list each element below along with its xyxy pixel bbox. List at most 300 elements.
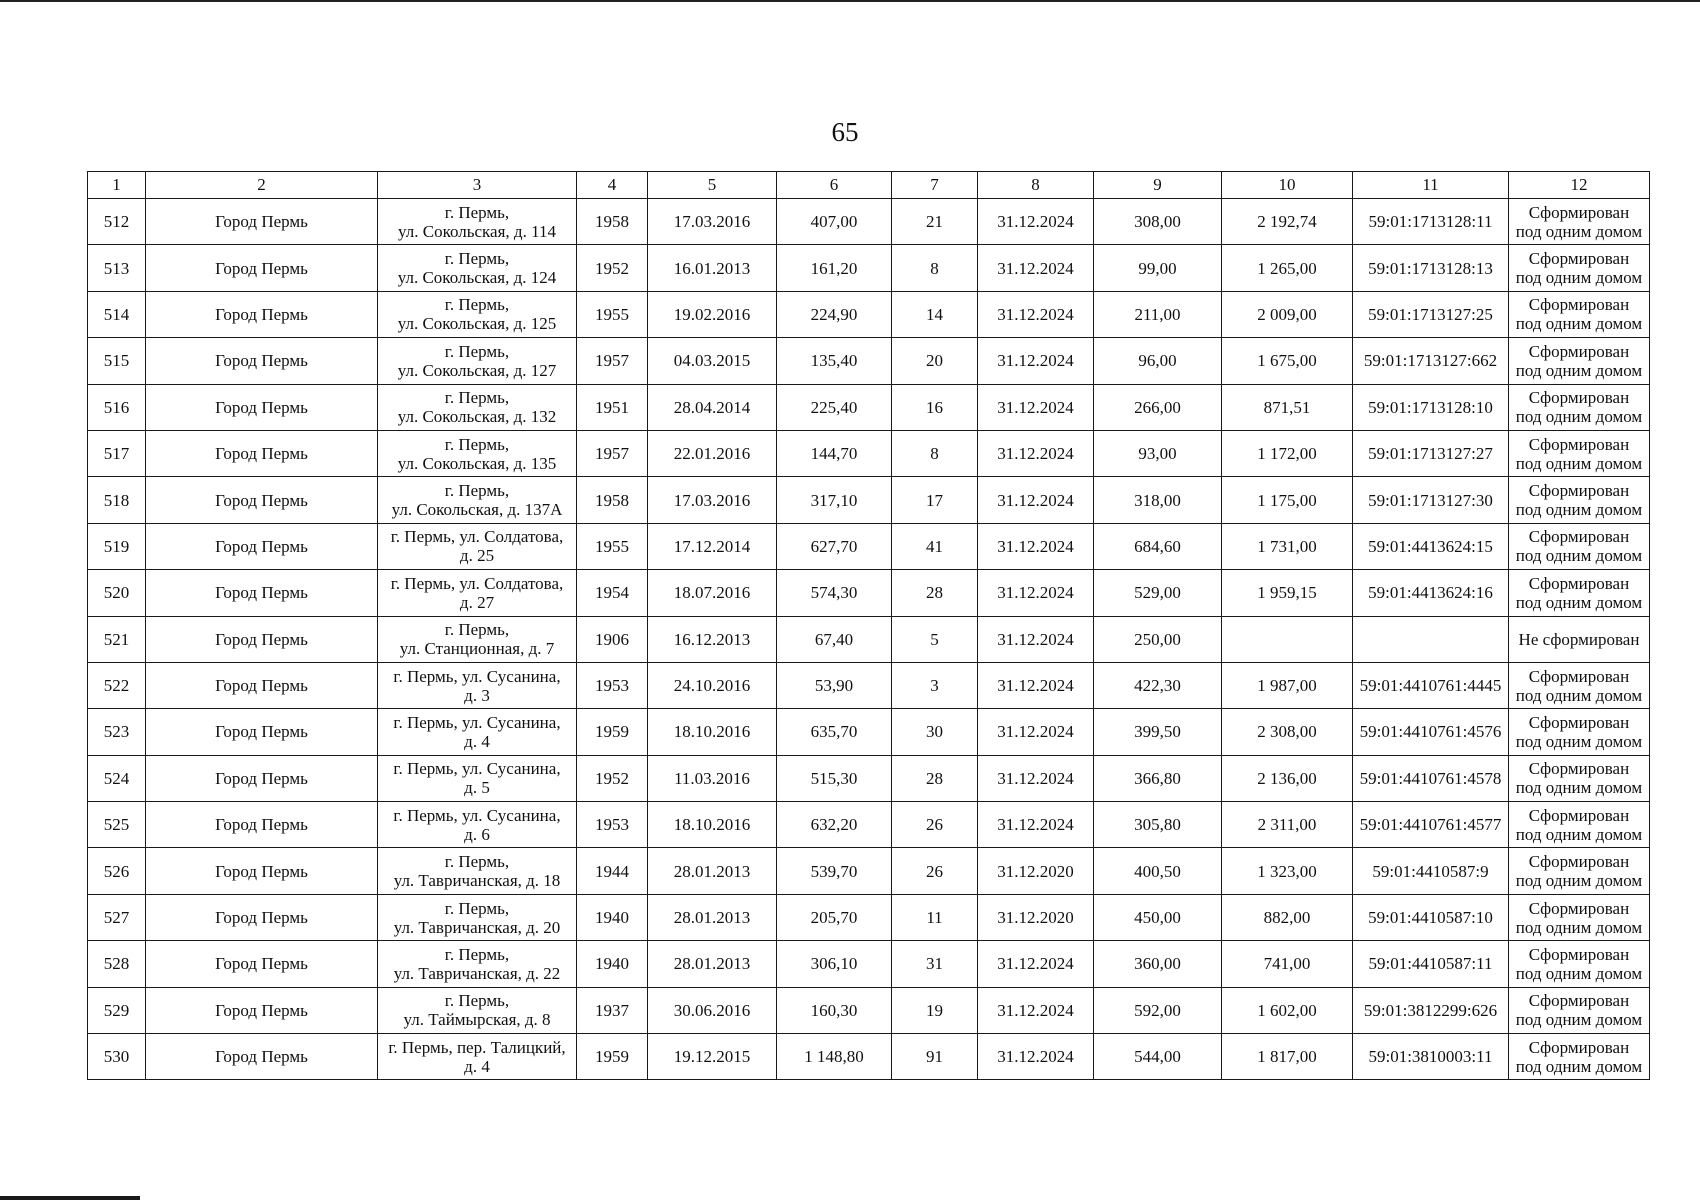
address-line: г. Пермь, <box>444 852 510 872</box>
cell-area: 632,20 <box>777 802 892 848</box>
cell-status <box>1509 245 1650 291</box>
cell-area-2: 318,00 <box>1094 477 1222 523</box>
cell-address <box>378 941 577 987</box>
cell-area-2: 529,00 <box>1094 570 1222 616</box>
cell-land-area: 1 172,00 <box>1222 430 1353 476</box>
address-line: г. Пермь, <box>444 341 510 361</box>
cell-status <box>1509 662 1650 708</box>
cell-area-2: 211,00 <box>1094 291 1222 337</box>
address-line: г. Пермь, ул. Сусанина, <box>393 759 561 779</box>
cell-area: 539,70 <box>777 848 892 894</box>
cell-year: 1944 <box>577 848 648 894</box>
table-row <box>88 802 1650 848</box>
cell-deadline: 31.12.2024 <box>978 941 1094 987</box>
cell-cadastral-number: 59:01:4410761:4576 <box>1353 709 1509 755</box>
cell-row-number: 517 <box>88 430 146 476</box>
status-line: под одним домом <box>1515 592 1643 612</box>
cell-land-area: 2 308,00 <box>1222 709 1353 755</box>
address-line: д. 25 <box>459 546 495 566</box>
column-header-12: 12 <box>1509 172 1650 199</box>
cell-status <box>1509 523 1650 569</box>
cell-row-number: 513 <box>88 245 146 291</box>
address-line: ул. Станционная, д. 7 <box>399 639 555 659</box>
cell-address <box>378 1034 577 1080</box>
address-line: ул. Тавричанская, д. 18 <box>393 871 561 891</box>
cell-residents: 28 <box>892 570 978 616</box>
cell-date: 19.02.2016 <box>648 291 777 337</box>
status-line: Сформирован <box>1528 944 1630 964</box>
cell-address <box>378 291 577 337</box>
status-line: Сформирован <box>1528 898 1630 918</box>
address-line: г. Пермь, <box>444 620 510 640</box>
cell-area: 627,70 <box>777 523 892 569</box>
cell-area: 135,40 <box>777 338 892 384</box>
status-line: под одним домом <box>1515 407 1643 427</box>
cell-area: 161,20 <box>777 245 892 291</box>
cell-deadline: 31.12.2024 <box>978 987 1094 1033</box>
cell-date: 04.03.2015 <box>648 338 777 384</box>
cell-address <box>378 523 577 569</box>
cell-date: 28.01.2013 <box>648 848 777 894</box>
cell-year: 1958 <box>577 477 648 523</box>
address-line: г. Пермь, <box>444 202 510 222</box>
address-line: ул. Таймырская, д. 8 <box>403 1010 551 1030</box>
table-row <box>88 430 1650 476</box>
cell-deadline: 31.12.2024 <box>978 199 1094 245</box>
cell-land-area: 1 731,00 <box>1222 523 1353 569</box>
cell-deadline: 31.12.2024 <box>978 709 1094 755</box>
address-line: г. Пермь, ул. Сусанина, <box>393 712 561 732</box>
cell-cadastral-number: 59:01:4410587:10 <box>1353 894 1509 940</box>
column-number-row <box>88 172 1650 199</box>
cell-residents: 3 <box>892 662 978 708</box>
cell-date: 18.10.2016 <box>648 802 777 848</box>
status-line: Сформирован <box>1528 759 1630 779</box>
cell-area-2: 250,00 <box>1094 616 1222 662</box>
cell-residents: 26 <box>892 848 978 894</box>
cell-municipality: Город Пермь <box>146 755 378 801</box>
cell-municipality: Город Пермь <box>146 245 378 291</box>
cell-land-area: 1 323,00 <box>1222 848 1353 894</box>
cell-residents: 20 <box>892 338 978 384</box>
status-line: под одним домом <box>1515 917 1643 937</box>
status-line: Сформирован <box>1528 434 1630 454</box>
cell-area-2: 422,30 <box>1094 662 1222 708</box>
cell-row-number: 519 <box>88 523 146 569</box>
cell-date: 19.12.2015 <box>648 1034 777 1080</box>
cell-residents: 11 <box>892 894 978 940</box>
cell-year: 1959 <box>577 1034 648 1080</box>
table-row <box>88 848 1650 894</box>
cell-residents: 41 <box>892 523 978 569</box>
status-line: под одним домом <box>1515 731 1643 751</box>
cell-land-area: 1 602,00 <box>1222 987 1353 1033</box>
status-line: под одним домом <box>1515 1010 1643 1030</box>
cell-year: 1954 <box>577 570 648 616</box>
cell-land-area: 1 817,00 <box>1222 1034 1353 1080</box>
cell-municipality: Город Пермь <box>146 430 378 476</box>
status-line: Сформирован <box>1528 388 1630 408</box>
cell-address <box>378 894 577 940</box>
column-header-3: 3 <box>378 172 577 199</box>
cell-municipality: Город Пермь <box>146 384 378 430</box>
address-line: г. Пермь, <box>444 295 510 315</box>
table-row <box>88 987 1650 1033</box>
cell-land-area: 1 959,15 <box>1222 570 1353 616</box>
status-line: Сформирован <box>1528 481 1630 501</box>
cell-row-number: 514 <box>88 291 146 337</box>
address-line: г. Пермь, <box>444 944 510 964</box>
cell-year: 1955 <box>577 523 648 569</box>
cell-year: 1959 <box>577 709 648 755</box>
address-line: ул. Сокольская, д. 137А <box>391 500 563 520</box>
cell-land-area: 1 987,00 <box>1222 662 1353 708</box>
cell-cadastral-number: 59:01:4410761:4578 <box>1353 755 1509 801</box>
cell-row-number: 524 <box>88 755 146 801</box>
cell-residents: 91 <box>892 1034 978 1080</box>
table-row <box>88 291 1650 337</box>
cell-row-number: 521 <box>88 616 146 662</box>
table-row <box>88 523 1650 569</box>
cell-date: 16.12.2013 <box>648 616 777 662</box>
table-body <box>88 199 1650 1080</box>
cell-area: 160,30 <box>777 987 892 1033</box>
cell-land-area: 871,51 <box>1222 384 1353 430</box>
cell-date: 28.01.2013 <box>648 941 777 987</box>
cell-year: 1906 <box>577 616 648 662</box>
cell-deadline: 31.12.2024 <box>978 1034 1094 1080</box>
table-row <box>88 245 1650 291</box>
cell-status <box>1509 755 1650 801</box>
cell-cadastral-number: 59:01:4413624:15 <box>1353 523 1509 569</box>
cell-deadline: 31.12.2024 <box>978 616 1094 662</box>
address-line: ул. Сокольская, д. 114 <box>398 221 556 241</box>
status-line: под одним домом <box>1515 500 1643 520</box>
cell-cadastral-number: 59:01:3810003:11 <box>1353 1034 1509 1080</box>
cell-row-number: 522 <box>88 662 146 708</box>
cell-area-2: 366,80 <box>1094 755 1222 801</box>
cell-residents: 17 <box>892 477 978 523</box>
cell-status <box>1509 477 1650 523</box>
cell-municipality: Город Пермь <box>146 199 378 245</box>
cell-municipality: Город Пермь <box>146 941 378 987</box>
cell-area: 67,40 <box>777 616 892 662</box>
cell-municipality: Город Пермь <box>146 709 378 755</box>
column-header-6: 6 <box>777 172 892 199</box>
cell-date: 28.04.2014 <box>648 384 777 430</box>
cell-cadastral-number <box>1353 616 1509 662</box>
cell-cadastral-number: 59:01:4410761:4577 <box>1353 802 1509 848</box>
cell-year: 1951 <box>577 384 648 430</box>
status-line: под одним домом <box>1515 314 1643 334</box>
cell-residents: 21 <box>892 199 978 245</box>
column-header-4: 4 <box>577 172 648 199</box>
cell-municipality: Город Пермь <box>146 662 378 708</box>
cell-year: 1958 <box>577 199 648 245</box>
scan-edge-top <box>0 0 1700 2</box>
cell-year: 1952 <box>577 755 648 801</box>
cell-area-2: 684,60 <box>1094 523 1222 569</box>
status-line: под одним домом <box>1515 453 1643 473</box>
table-row <box>88 1034 1650 1080</box>
cell-municipality: Город Пермь <box>146 1034 378 1080</box>
cell-residents: 14 <box>892 291 978 337</box>
cell-area-2: 99,00 <box>1094 245 1222 291</box>
cell-residents: 16 <box>892 384 978 430</box>
address-line: д. 27 <box>459 592 495 612</box>
cell-municipality: Город Пермь <box>146 987 378 1033</box>
cell-deadline: 31.12.2024 <box>978 662 1094 708</box>
cell-address <box>378 199 577 245</box>
page-number: 65 <box>831 117 859 147</box>
status-line: Сформирован <box>1528 341 1630 361</box>
cell-municipality: Город Пермь <box>146 338 378 384</box>
status-line: под одним домом <box>1515 778 1643 798</box>
scan-edge-bottom <box>0 1196 140 1200</box>
cell-date: 24.10.2016 <box>648 662 777 708</box>
cell-cadastral-number: 59:01:1713128:11 <box>1353 199 1509 245</box>
cell-status <box>1509 199 1650 245</box>
cell-address <box>378 662 577 708</box>
address-line: г. Пермь, <box>444 388 510 408</box>
cell-year: 1953 <box>577 802 648 848</box>
address-line: г. Пермь, ул. Сусанина, <box>393 805 561 825</box>
cell-status <box>1509 709 1650 755</box>
table-row <box>88 338 1650 384</box>
cell-area-2: 360,00 <box>1094 941 1222 987</box>
cell-residents: 8 <box>892 430 978 476</box>
cell-deadline: 31.12.2024 <box>978 570 1094 616</box>
cell-status <box>1509 616 1650 662</box>
cell-status <box>1509 941 1650 987</box>
column-header-9: 9 <box>1094 172 1222 199</box>
status-line: Сформирован <box>1528 991 1630 1011</box>
cell-address <box>378 755 577 801</box>
address-line: г. Пермь, ул. Сусанина, <box>393 666 561 686</box>
cell-area: 205,70 <box>777 894 892 940</box>
cell-year: 1955 <box>577 291 648 337</box>
cell-date: 18.10.2016 <box>648 709 777 755</box>
column-header-5: 5 <box>648 172 777 199</box>
cell-status <box>1509 384 1650 430</box>
cell-date: 18.07.2016 <box>648 570 777 616</box>
cell-land-area <box>1222 616 1353 662</box>
cell-year: 1940 <box>577 941 648 987</box>
cell-address <box>378 338 577 384</box>
status-line: под одним домом <box>1515 360 1643 380</box>
cell-address <box>378 477 577 523</box>
status-line: Сформирован <box>1528 852 1630 872</box>
cell-residents: 8 <box>892 245 978 291</box>
address-line: ул. Сокольская, д. 125 <box>397 314 557 334</box>
cell-land-area: 882,00 <box>1222 894 1353 940</box>
cell-cadastral-number: 59:01:4410587:11 <box>1353 941 1509 987</box>
cell-residents: 30 <box>892 709 978 755</box>
cell-status <box>1509 570 1650 616</box>
cell-area-2: 400,50 <box>1094 848 1222 894</box>
table-row <box>88 477 1650 523</box>
column-header-1: 1 <box>88 172 146 199</box>
address-line: г. Пермь, <box>444 434 510 454</box>
cell-area: 53,90 <box>777 662 892 708</box>
cell-cadastral-number: 59:01:4413624:16 <box>1353 570 1509 616</box>
status-line: Сформирован <box>1528 666 1630 686</box>
cell-date: 16.01.2013 <box>648 245 777 291</box>
cell-status <box>1509 291 1650 337</box>
table-row <box>88 616 1650 662</box>
status-line: Сформирован <box>1528 712 1630 732</box>
cell-municipality: Город Пермь <box>146 894 378 940</box>
cell-cadastral-number: 59:01:1713127:25 <box>1353 291 1509 337</box>
cell-deadline: 31.12.2024 <box>978 802 1094 848</box>
cell-cadastral-number: 59:01:1713127:30 <box>1353 477 1509 523</box>
status-line: под одним домом <box>1515 871 1643 891</box>
cell-municipality: Город Пермь <box>146 616 378 662</box>
status-line: под одним домом <box>1515 1056 1643 1076</box>
table-row <box>88 941 1650 987</box>
cell-year: 1937 <box>577 987 648 1033</box>
cell-municipality: Город Пермь <box>146 477 378 523</box>
cell-area-2: 399,50 <box>1094 709 1222 755</box>
cell-status <box>1509 430 1650 476</box>
address-line: д. 4 <box>464 731 490 751</box>
cell-address <box>378 430 577 476</box>
cell-area: 515,30 <box>777 755 892 801</box>
address-line: д. 5 <box>464 778 490 798</box>
cell-land-area: 2 311,00 <box>1222 802 1353 848</box>
cell-date: 17.12.2014 <box>648 523 777 569</box>
cell-residents: 26 <box>892 802 978 848</box>
cell-row-number: 528 <box>88 941 146 987</box>
status-line: Сформирован <box>1528 805 1630 825</box>
column-header-7: 7 <box>892 172 978 199</box>
cell-row-number: 512 <box>88 199 146 245</box>
cell-area: 635,70 <box>777 709 892 755</box>
table-row <box>88 894 1650 940</box>
column-header-8: 8 <box>978 172 1094 199</box>
cell-cadastral-number: 59:01:3812299:626 <box>1353 987 1509 1033</box>
cell-deadline: 31.12.2024 <box>978 477 1094 523</box>
table-row <box>88 755 1650 801</box>
cell-address <box>378 384 577 430</box>
cell-residents: 5 <box>892 616 978 662</box>
status-line: под одним домом <box>1515 268 1643 288</box>
cell-year: 1952 <box>577 245 648 291</box>
cell-address <box>378 709 577 755</box>
housing-register-table <box>87 171 1650 1080</box>
cell-year: 1957 <box>577 338 648 384</box>
cell-deadline: 31.12.2024 <box>978 430 1094 476</box>
cell-land-area: 2 136,00 <box>1222 755 1353 801</box>
cell-row-number: 530 <box>88 1034 146 1080</box>
cell-deadline: 31.12.2020 <box>978 894 1094 940</box>
cell-cadastral-number: 59:01:1713128:10 <box>1353 384 1509 430</box>
cell-date: 17.03.2016 <box>648 477 777 523</box>
cell-date: 22.01.2016 <box>648 430 777 476</box>
cell-deadline: 31.12.2024 <box>978 755 1094 801</box>
cell-municipality: Город Пермь <box>146 291 378 337</box>
status-line: Сформирован <box>1528 295 1630 315</box>
cell-date: 11.03.2016 <box>648 755 777 801</box>
cell-area-2: 305,80 <box>1094 802 1222 848</box>
status-line: под одним домом <box>1515 685 1643 705</box>
status-line: Сформирован <box>1528 249 1630 269</box>
cell-row-number: 529 <box>88 987 146 1033</box>
cell-row-number: 516 <box>88 384 146 430</box>
address-line: ул. Сокольская, д. 135 <box>397 453 557 473</box>
cell-deadline: 31.12.2024 <box>978 245 1094 291</box>
cell-address <box>378 616 577 662</box>
cell-deadline: 31.12.2024 <box>978 384 1094 430</box>
cell-area: 306,10 <box>777 941 892 987</box>
cell-deadline: 31.12.2020 <box>978 848 1094 894</box>
cell-status <box>1509 802 1650 848</box>
cell-date: 28.01.2013 <box>648 894 777 940</box>
cell-municipality: Город Пермь <box>146 802 378 848</box>
cell-area: 1 148,80 <box>777 1034 892 1080</box>
cell-row-number: 515 <box>88 338 146 384</box>
address-line: ул. Тавричанская, д. 20 <box>393 917 561 937</box>
cell-municipality: Город Пермь <box>146 523 378 569</box>
cell-area: 225,40 <box>777 384 892 430</box>
address-line: г. Пермь, <box>444 481 510 501</box>
table-row <box>88 199 1650 245</box>
cell-area-2: 266,00 <box>1094 384 1222 430</box>
address-line: г. Пермь, <box>444 898 510 918</box>
cell-date: 30.06.2016 <box>648 987 777 1033</box>
status-line: под одним домом <box>1515 546 1643 566</box>
cell-cadastral-number: 59:01:4410587:9 <box>1353 848 1509 894</box>
cell-municipality: Город Пермь <box>146 848 378 894</box>
cell-address <box>378 987 577 1033</box>
cell-land-area: 2 009,00 <box>1222 291 1353 337</box>
status-line: под одним домом <box>1515 221 1643 241</box>
address-line: ул. Сокольская, д. 127 <box>397 360 557 380</box>
table-row <box>88 662 1650 708</box>
cell-land-area: 2 192,74 <box>1222 199 1353 245</box>
cell-row-number: 527 <box>88 894 146 940</box>
cell-address <box>378 245 577 291</box>
table-row <box>88 384 1650 430</box>
cell-row-number: 526 <box>88 848 146 894</box>
status-line: под одним домом <box>1515 824 1643 844</box>
cell-row-number: 523 <box>88 709 146 755</box>
address-line: ул. Тавричанская, д. 22 <box>393 963 561 983</box>
cell-status <box>1509 848 1650 894</box>
cell-address <box>378 848 577 894</box>
status-line: Сформирован <box>1528 1037 1630 1057</box>
cell-land-area: 741,00 <box>1222 941 1353 987</box>
cell-area-2: 308,00 <box>1094 199 1222 245</box>
cell-area-2: 592,00 <box>1094 987 1222 1033</box>
cell-cadastral-number: 59:01:1713127:27 <box>1353 430 1509 476</box>
cell-deadline: 31.12.2024 <box>978 523 1094 569</box>
status-line: Сформирован <box>1528 202 1630 222</box>
column-header-11: 11 <box>1353 172 1509 199</box>
status-line: Сформирован <box>1528 527 1630 547</box>
cell-deadline: 31.12.2024 <box>978 338 1094 384</box>
address-line: д. 4 <box>464 1056 490 1076</box>
cell-area: 407,00 <box>777 199 892 245</box>
cell-year: 1953 <box>577 662 648 708</box>
cell-area-2: 544,00 <box>1094 1034 1222 1080</box>
cell-row-number: 520 <box>88 570 146 616</box>
status-line: Не сформирован <box>1518 629 1640 649</box>
cell-residents: 28 <box>892 755 978 801</box>
cell-address <box>378 802 577 848</box>
cell-area-2: 450,00 <box>1094 894 1222 940</box>
cell-residents: 31 <box>892 941 978 987</box>
